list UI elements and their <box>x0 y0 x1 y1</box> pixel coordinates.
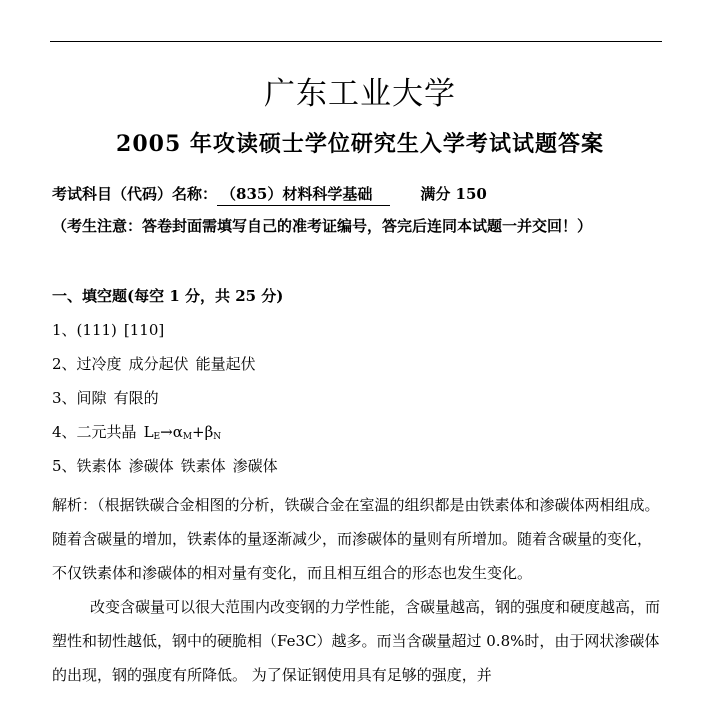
answer-part: 铁素体 <box>180 457 226 475</box>
formula-subscript: M <box>182 432 193 442</box>
formula-operator: + <box>192 423 205 441</box>
answer-prefix: 二元共晶 <box>76 423 137 441</box>
eutectic-formula <box>144 423 222 441</box>
answer-item <box>52 387 166 409</box>
analysis-paragraph: 解析：（根据铁碳合金相图的分析，铁碳合金在室温的组织都是由铁素体和渗碳体两相组成。随着含碳量的增加，铁素体的量逐渐减少，而渗碳体的量则有所增加。随着含碳量的变化，不仅铁素体和渗碳体的相对量有变化，而且相互组合的形态也发生变化。 <box>52 496 660 582</box>
formula-symbol: L <box>143 423 154 441</box>
formula-subscript: E <box>153 432 161 442</box>
full-score: 满分 150 <box>420 185 487 203</box>
subject-line <box>52 183 487 206</box>
formula-subscript: N <box>213 432 222 442</box>
header-rule <box>50 41 662 42</box>
answer-part: [110] <box>123 321 165 339</box>
university-name: 广东工业大学 <box>264 76 456 112</box>
analysis-paragraph: 改变含碳量可以很大范围内改变钢的力学性能，含碳量越高，钢的强度和硬度越高，而塑性和韧性越低，钢中的硬脆相（Fe3C）越多。而当含碳量超过 0.8%时，由于网状渗碳体的出现，钢的强度有所降低。 为了保证钢使用具有足够的强度，并 <box>52 598 661 684</box>
exam-title: 2005 年攻读硕士学位研究生入学考试试题答案 <box>116 131 604 157</box>
answer-part: 能量起伏 <box>195 355 256 373</box>
section-title: 一、填空题(每空 1 分，共 25 分) <box>52 287 284 305</box>
answer-part: 成分起伏 <box>128 355 189 373</box>
answer-label: 2、 <box>52 355 77 373</box>
answer-part: 过冷度 <box>76 355 122 373</box>
answer-part: 渗碳体 <box>128 457 174 475</box>
answer-part: (111) <box>76 321 117 339</box>
answer-label: 1、 <box>52 321 77 339</box>
answer-label: 4、 <box>52 423 77 441</box>
answer-item <box>52 455 285 477</box>
answer-item <box>52 319 171 341</box>
answer-item <box>52 353 263 375</box>
exam-notice: （考生注意：答卷封面需填写自己的准考证编号，答完后连同本试题一并交回！） <box>52 217 593 235</box>
subject-prefix: 考试科目（代码）名称： <box>52 185 218 203</box>
answer-item <box>52 421 221 443</box>
answer-label: 5、 <box>52 457 77 475</box>
answer-part: 有限的 <box>113 389 159 407</box>
answer-part: 渗碳体 <box>232 457 278 475</box>
answer-part: 间隙 <box>76 389 107 407</box>
analysis-block <box>52 488 664 692</box>
answer-label: 3、 <box>52 389 77 407</box>
formula-symbol: α <box>172 423 183 441</box>
formula-symbol: β <box>204 423 214 441</box>
arrow-icon: → <box>160 423 173 441</box>
subject-value: （835）材料科学基础 <box>217 183 390 206</box>
answer-part: 铁素体 <box>76 457 122 475</box>
